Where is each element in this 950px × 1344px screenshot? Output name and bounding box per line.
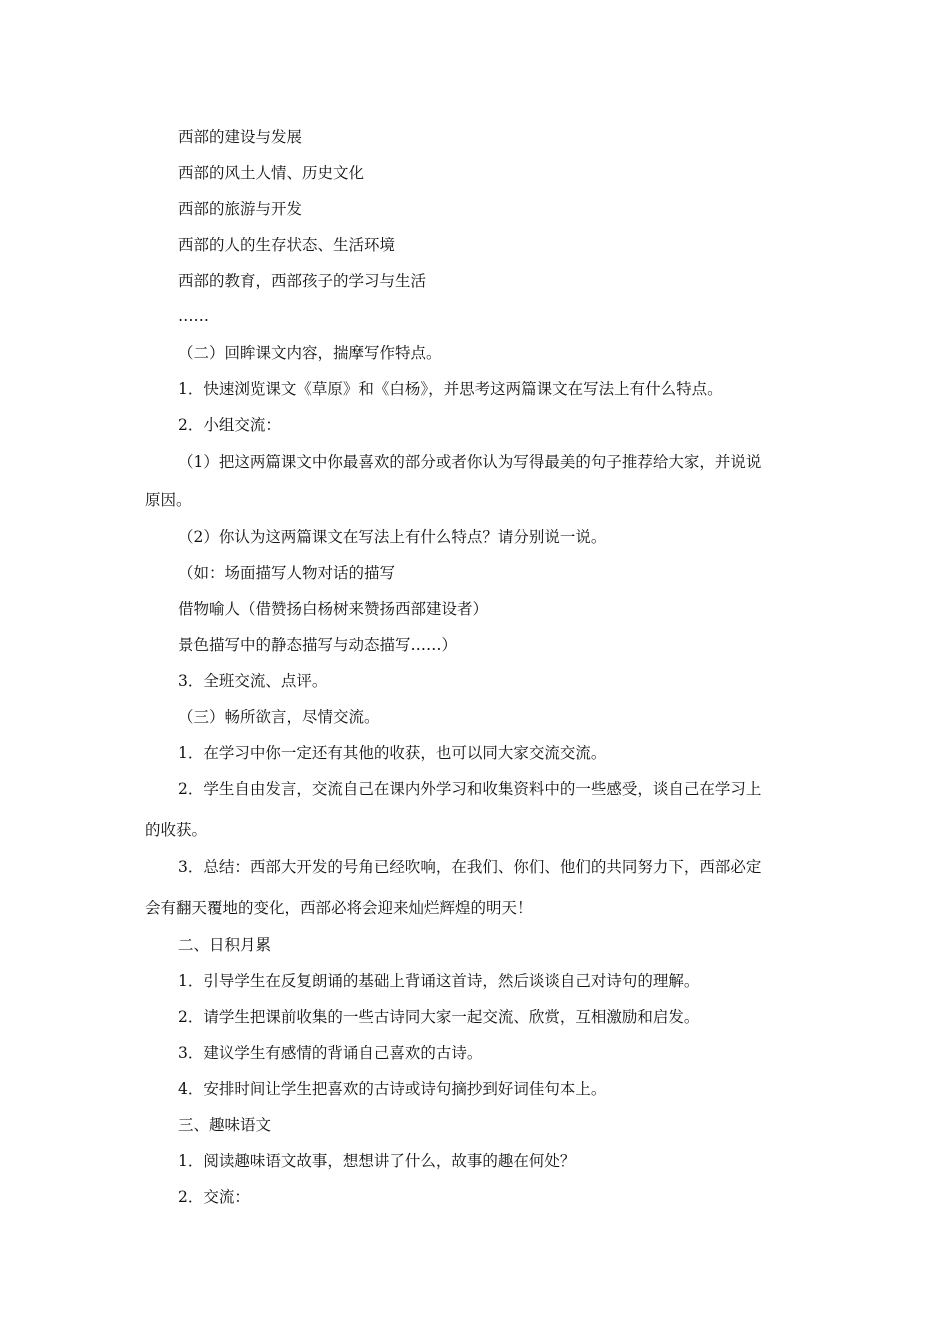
paragraph-line: 3．建议学生有感情的背诵自己喜欢的古诗。 [178, 1044, 483, 1062]
topic-line: 西部的风土人情、历史文化 [178, 164, 365, 182]
part2-heading: （二）回眸课文内容，揣摩写作特点。 [178, 344, 442, 362]
paragraph-line: 3．全班交流、点评。 [178, 672, 328, 690]
paragraph-line: 借物喻人（借赞扬白杨树来赞扬西部建设者） [178, 600, 489, 618]
paragraph-line: 2．小组交流： [178, 416, 281, 434]
paragraph-line: 1．引导学生在反复朗诵的基础上背诵这首诗，然后谈谈自己对诗句的理解。 [178, 972, 700, 990]
paragraph-line: 2．请学生把课前收集的一些古诗同大家一起交流、欣赏，互相激励和启发。 [178, 1008, 700, 1026]
paragraph-line: 3．总结：西部大开发的号角已经吹响，在我们、你们、他们的共同努力下，西部必定 [178, 858, 762, 876]
paragraph-line: 1．阅读趣味语文故事，想想讲了什么，故事的趣在何处？ [178, 1152, 576, 1170]
topic-line: 西部的教育，西部孩子的学习与生活 [178, 272, 427, 290]
section2-heading: 二、日积月累 [178, 936, 272, 954]
paragraph-line: （1）把这两篇课文中你最喜欢的部分或者你认为写得最美的句子推荐给大家，并说说 [178, 453, 762, 471]
paragraph-line: 2．学生自由发言，交流自己在课内外学习和收集资料中的一些感受，谈自己在学习上 [178, 780, 762, 798]
topic-line: 西部的旅游与开发 [178, 200, 303, 218]
paragraph-line: 1．快速浏览课文《草原》和《白杨》，并思考这两篇课文在写法上有什么特点。 [178, 380, 723, 398]
topic-line: 西部的建设与发展 [178, 128, 303, 146]
paragraph-line: 景色描写中的静态描写与动态描写……） [178, 636, 458, 654]
topic-ellipsis: …… [178, 307, 209, 325]
topic-line: 西部的人的生存状态、生活环境 [178, 236, 396, 254]
paragraph-line: 原因。 [145, 491, 192, 509]
section3-heading: 三、趣味语文 [178, 1116, 272, 1134]
paragraph-line: （如：场面描写人物对话的描写 [178, 564, 396, 582]
part3-heading: （三）畅所欲言，尽情交流。 [178, 708, 380, 726]
paragraph-line: 的收获。 [145, 821, 208, 839]
paragraph-line: 2．交流： [178, 1188, 250, 1206]
paragraph-line: 1．在学习中你一定还有其他的收获，也可以同大家交流交流。 [178, 744, 607, 762]
paragraph-line: 会有翻天覆地的变化，西部必将会迎来灿烂辉煌的明天！ [145, 899, 533, 917]
paragraph-line: （2）你认为这两篇课文在写法上有什么特点？请分别说一说。 [178, 528, 607, 546]
paragraph-line: 4．安排时间让学生把喜欢的古诗或诗句摘抄到好词佳句本上。 [178, 1080, 607, 1098]
